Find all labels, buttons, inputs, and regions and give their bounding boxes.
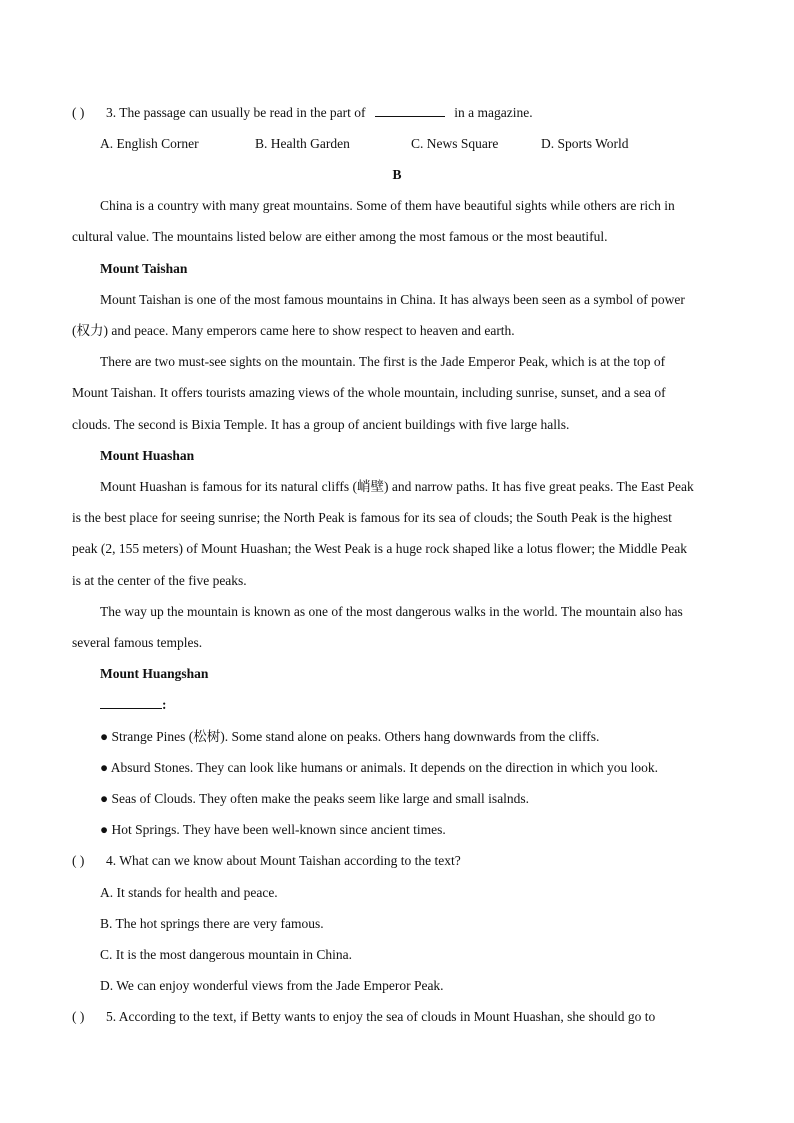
question-text: The passage can usually be read in the part of	[119, 105, 366, 120]
paragraph-line: (权力) and peace. Many emperors came here to show respect to heaven and earth.	[72, 323, 515, 338]
question-3	[72, 104, 533, 122]
answer-blank	[100, 696, 162, 709]
q3-option-c: C. News Square	[411, 136, 499, 151]
answer-blank	[375, 104, 445, 117]
question-4	[72, 852, 461, 870]
q4-option-a: A. It stands for health and peace.	[100, 885, 278, 900]
q4-option-c: C. It is the most dangerous mountain in China.	[100, 947, 352, 962]
intro-line: cultural value. The mountains listed below are either among the most famous or the most beautiful.	[72, 229, 608, 244]
paragraph-line: peak (2, 155 meters) of Mount Huashan; the West Peak is a huge rock shaped like a lotus flower; the Middle Peak	[72, 541, 688, 556]
question-text: 5. According to the text, if Betty wants to enjoy the sea of clouds in Mount Huashan, she should go to	[106, 1009, 656, 1024]
paragraph-line: The way up the mountain is known as one of the most dangerous walks in the world. The mountain also has	[100, 604, 683, 619]
paragraph-line: Mount Taishan is one of the most famous mountains in China. It has always been seen as a symbol of power	[100, 292, 685, 307]
bullet-item: ● Strange Pines (松树). Some stand alone on peaks. Others hang downwards from the cliffs.	[100, 729, 600, 744]
huashan-heading: Mount Huashan	[100, 448, 195, 463]
answer-paren: ( )	[72, 105, 85, 120]
paragraph-line: is the best place for seeing sunrise; the North Peak is famous for its sea of clouds; the South Peak is the highest	[72, 510, 672, 525]
bullet-item: ● Hot Springs. They have been well-known since ancient times.	[100, 822, 446, 837]
question-text: 4. What can we know about Mount Taishan according to the text?	[106, 853, 461, 868]
q3-option-a: A. English Corner	[100, 136, 199, 151]
q4-option-b: B. The hot springs there are very famous.	[100, 916, 324, 931]
paragraph-line: Mount Taishan. It offers tourists amazing views of the whole mountain, including sunrise, sunset, and a sea of	[72, 385, 666, 400]
paragraph-line: several famous temples.	[72, 635, 203, 650]
question-number: 3.	[106, 105, 117, 120]
huangshan-heading: Mount Huangshan	[100, 666, 209, 681]
taishan-heading: Mount Taishan	[100, 261, 188, 276]
question-text-end: in a magazine.	[454, 105, 533, 120]
intro-line: China is a country with many great mountains. Some of them have beautiful sights while others are rich in	[100, 198, 675, 213]
q4-option-d: D. We can enjoy wonderful views from the Jade Emperor Peak.	[100, 978, 444, 993]
huangshan-blank-line	[100, 696, 167, 714]
section-heading: B	[392, 167, 402, 182]
paragraph-line: clouds. The second is Bixia Temple. It has a group of ancient buildings with five large halls.	[72, 417, 570, 432]
blank-colon: :	[162, 697, 167, 712]
answer-paren: ( )	[72, 853, 85, 868]
q3-option-b: B. Health Garden	[255, 136, 350, 151]
paragraph-line: There are two must-see sights on the mountain. The first is the Jade Emperor Peak, which is at the top of	[100, 354, 666, 369]
answer-paren: ( )	[72, 1009, 85, 1024]
paragraph-line: Mount Huashan is famous for its natural cliffs (峭壁) and narrow paths. It has five great peaks. The East Peak	[100, 479, 694, 494]
paragraph-line: is at the center of the five peaks.	[72, 573, 247, 588]
bullet-item: ● Absurd Stones. They can look like humans or animals. It depends on the direction in which you look.	[100, 760, 658, 775]
bullet-item: ● Seas of Clouds. They often make the peaks seem like large and small isalnds.	[100, 791, 530, 806]
question-5	[72, 1008, 655, 1026]
q3-option-d: D. Sports World	[541, 136, 629, 151]
